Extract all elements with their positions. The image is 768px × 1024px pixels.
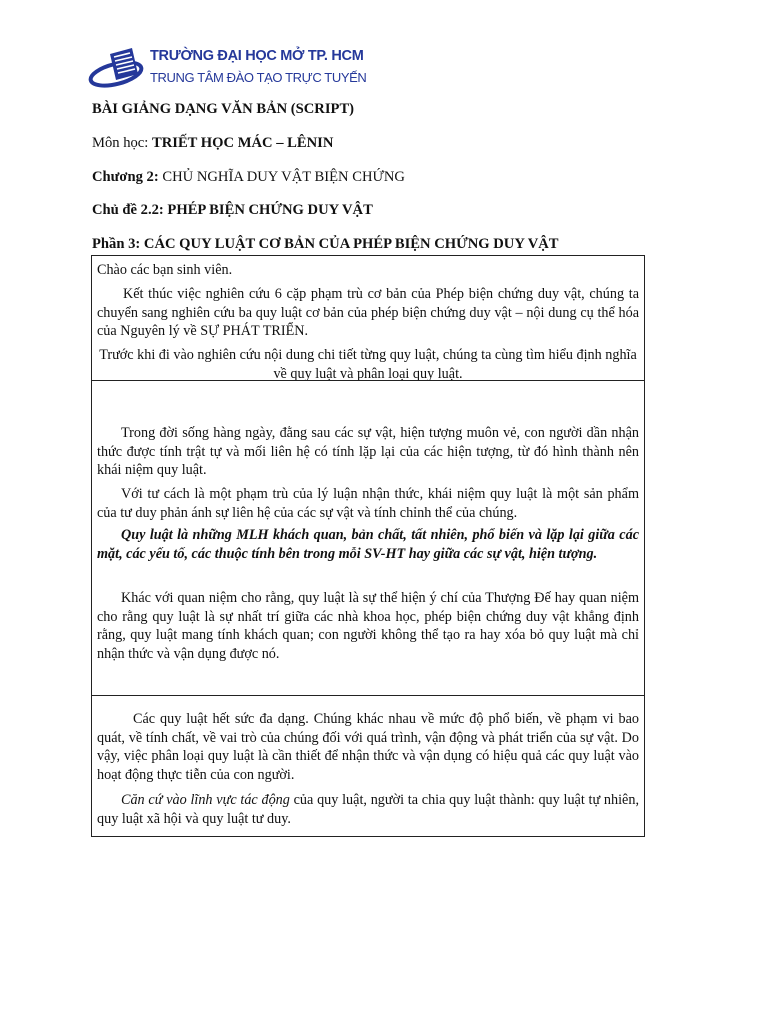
- part-value: CÁC QUY LUẬT CƠ BẢN CỦA PHÉP BIỆN CHỨNG DUY VẬT: [143, 236, 559, 252]
- part-line: [92, 236, 559, 253]
- law-objectivity-paragraph: Khác với quan niệm cho rằng, quy luật là sự thể hiện ý chí của Thượng Đế hay quan niệm cho rằng quy luật là sự nhất trí giữa các nhà khoa học, phép biện chứng duy vật khẳng định rằng, quy luật mang tính khách quan; con người không thể tạo ra hay xóa bỏ quy luật mà chỉ nhận thức và vận dụng được nó.: [97, 590, 639, 662]
- intro-box: [91, 255, 645, 381]
- law-origin-paragraph: Trong đời sống hàng ngày, đằng sau các sự vật, hiện tượng muôn vẻ, con người dần nhận thức được tính trật tự và mối liên hệ có tính lặp lại của các hiện tượng, từ đó hình thành nên khái niệm quy luật.: [97, 425, 639, 478]
- law-classification-box: [91, 695, 645, 837]
- chapter-line: [92, 169, 405, 186]
- subject-value: TRIẾT HỌC MÁC – LÊNIN: [152, 135, 334, 151]
- classification-paragraph: Các quy luật hết sức đa dạng. Chúng khác nhau về mức độ phổ biến, về phạm vi bao quát, về tính chất, về vai trò của chúng đối với quá trình, vận động và phát triển của sự vật. Do vậy, việc phân loại quy luật là cần thiết để nhận thức và vận dụng có hiệu quả các quy luật vào hoạt động thực tiễn của con người.: [97, 711, 639, 783]
- chapter-value: CHỦ NGHĨA DUY VẬT BIỆN CHỨNG: [162, 169, 405, 185]
- law-definition-box: [91, 380, 645, 696]
- topic-line: [92, 202, 373, 219]
- book-globe-icon: [88, 44, 152, 94]
- law-definition-text: Quy luật là những MLH khách quan, bản chất, tất nhiên, phổ biến và lặp lại giữa các mặt, các yếu tố, các thuộc tính bên trong mỗi SV-HT hay giữa các sự vật, hiện tượng.: [97, 527, 639, 562]
- classification-bullet: [97, 791, 639, 828]
- intro-transition-paragraph: Trước khi đi vào nghiên cứu nội dung chi tiết từng quy luật, chúng ta cùng tìm hiểu định nghĩa về quy luật và phân loại quy luật.: [99, 347, 637, 382]
- topic-label: Chủ đề 2.2:: [92, 202, 168, 218]
- part-label: Phần 3:: [92, 236, 144, 252]
- document-title: BÀI GIẢNG DẠNG VĂN BẢN (SCRIPT): [92, 101, 355, 117]
- subject-label: Môn học:: [92, 135, 152, 151]
- chapter-label: Chương 2:: [92, 169, 163, 185]
- greeting-text: Chào các bạn sinh viên.: [97, 262, 233, 278]
- bullet-italic-text: Căn cứ vào lĩnh vực tác động: [121, 792, 290, 808]
- topic-value: PHÉP BIỆN CHỨNG DUY VẬT: [167, 202, 373, 218]
- logo-university-name: TRƯỜNG ĐẠI HỌC MỞ TP. HCM: [150, 48, 364, 64]
- law-concept-paragraph: Với tư cách là một phạm trù của lý luận nhận thức, khái niệm quy luật là một sản phẩm của tư duy phản ánh sự liên hệ của các sự vật và tính chỉnh thể của chúng.: [97, 486, 639, 521]
- intro-paragraph: Kết thúc việc nghiên cứu 6 cặp phạm trù cơ bản của Phép biện chứng duy vật, chúng ta chuyển sang nghiên cứu ba quy luật cơ bản của phép biện chứng duy vật – nội dung cụ thể hóa của Nguyên lý về SỰ PHÁT TRIỂN.: [97, 286, 639, 339]
- university-logo: [88, 44, 367, 94]
- logo-center-name: TRUNG TÂM ĐÀO TẠO TRỰC TUYẾN: [150, 70, 367, 85]
- subject-line: [92, 135, 333, 152]
- bullet-rest-text: của quy luật, người ta chia quy luật thành: quy luật tự nhiên, quy luật xã hội và quy luật tư duy.: [97, 792, 639, 827]
